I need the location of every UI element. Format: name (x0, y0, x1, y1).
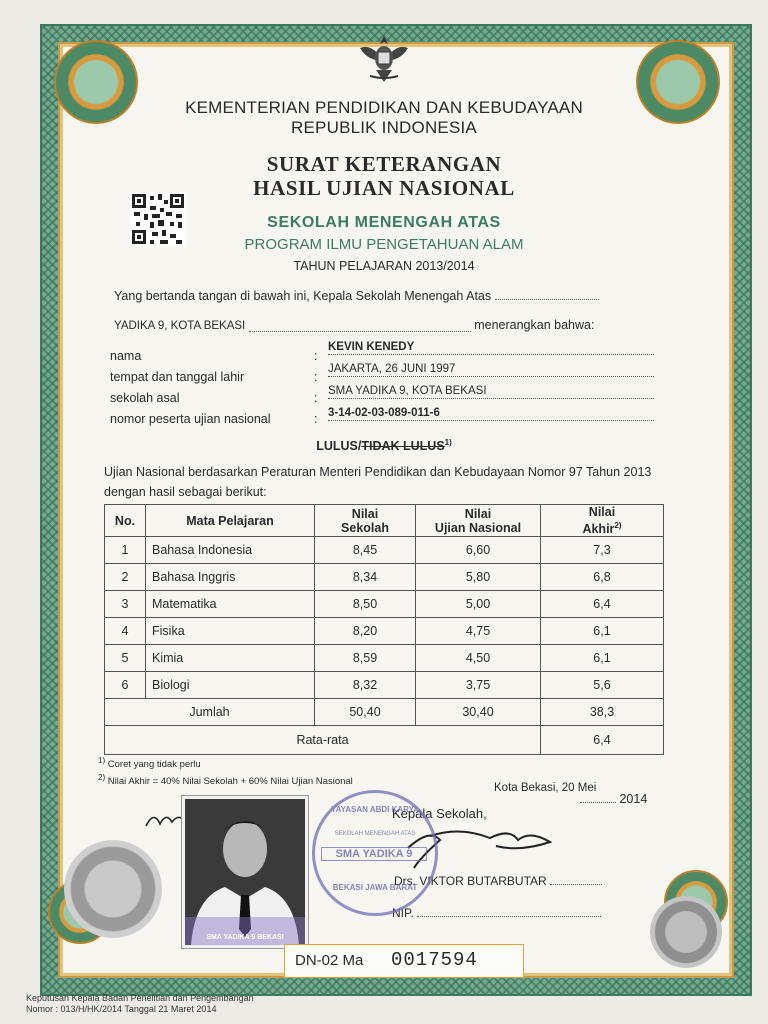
signature-role: Kepala Sekolah, (392, 806, 487, 821)
ministry-heading: KEMENTERIAN PENDIDIKAN DAN KEBUDAYAAN REPUBLIK INDONESIA (185, 98, 583, 137)
decree-note-line1: Keputusan Kepala Badan Penelitian dan Pengembangan (26, 993, 254, 1003)
col-no: No. (105, 505, 146, 537)
pass-status: LULUS/TIDAK LULUS$^{1)}$ (316, 438, 452, 454)
serial-prefix: DN-02 Ma (295, 952, 364, 969)
intro-school-line (114, 318, 654, 332)
table-header-row (105, 505, 664, 537)
signature-year: 2014 (580, 792, 647, 806)
school-level: SEKOLAH MENENGAH ATAS (267, 214, 501, 231)
serial-number: 0017594 (391, 949, 478, 971)
table-average-row: Rata-rata 6,4 (105, 726, 664, 755)
principal-name: Drs. VIKTOR BUTARBUTAR (394, 874, 602, 888)
academic-year: TAHUN PELAJARAN 2013/2014 (293, 259, 475, 273)
col-national-score: Nilai Ujian Nasional (416, 505, 541, 537)
student-portrait-icon (185, 799, 305, 945)
garuda-emblem-icon (356, 30, 412, 86)
regulation-paragraph: Ujian Nasional berdasarkan Peraturan Menteri Pendidikan dan Kebudayaan Nomor 97 Tahun 2013 dengan hasil sebagai berikut: (104, 465, 652, 499)
footnote-1: $^{1)}$ Coret yang tidak perlu (98, 756, 201, 771)
value-school-origin: SMA YADIKA 9, KOTA BEKASI (328, 385, 654, 399)
table-row: 5 Kimia 8,59 4,50 6,1 (105, 645, 664, 672)
colon: : (314, 349, 318, 363)
label-exam-number: nomor peserta ujian nasional (110, 412, 271, 426)
colon: : (314, 412, 318, 426)
document-title: SURAT KETERANGAN HASIL UJIAN NASIONAL (253, 152, 515, 200)
struck-not-pass: TIDAK LULUS (361, 439, 445, 454)
photo-caption: SMA YADIKA 9 BEKASI (206, 934, 284, 941)
colon: : (314, 391, 318, 405)
footnote-2: $^{2)}$ Nilai Akhir = 40% Nilai Sekolah + 60% Nilai Ujian Nasional (98, 773, 353, 788)
table-total-row: Jumlah 50,40 30,40 38,3 (105, 699, 664, 726)
table-row: 1 Bahasa Indonesia 8,45 6,60 7,3 (105, 537, 664, 564)
program-name: PROGRAM ILMU PENGETAHUAN ALAM (244, 236, 524, 253)
colon: : (314, 370, 318, 384)
intro-states: menerangkan bahwa: (474, 318, 595, 332)
value-exam-number: 3-14-02-03-089-011-6 (328, 407, 654, 421)
student-photo (182, 796, 308, 948)
label-school-origin: sekolah asal (110, 391, 180, 405)
hologram-seal-left (64, 840, 162, 938)
col-final-score: Nilai Akhir$^{2)}$ (541, 505, 664, 537)
hologram-seal-right (650, 896, 722, 968)
table-row: 4 Fisika 8,20 4,75 6,1 (105, 618, 664, 645)
place-date: Kota Bekasi, 20 Mei (494, 782, 597, 794)
col-school-score: Nilai Sekolah (315, 505, 416, 537)
intro-school: YADIKA 9, KOTA BEKASI (114, 320, 246, 332)
value-name: KEVIN KENEDY (328, 341, 654, 355)
nip-line: NIP. (392, 906, 601, 920)
serial-number-box (284, 944, 524, 978)
value-birth: JAKARTA, 26 JUNI 1997 (328, 363, 654, 377)
grades-table (104, 504, 664, 755)
school-stamp: YAYASAN ABDI KARYA SEKOLAH MENENGAH ATAS SMA YADIKA 9 BEKASI JAWA BARAT (312, 790, 438, 916)
table-row: 6 Biologi 8,32 3,75 5,6 (105, 672, 664, 699)
decree-note-line2: Nomor : 013/H/HK/2014 Tanggal 21 Maret 2014 (26, 1004, 217, 1014)
label-name: nama (110, 349, 142, 363)
intro-line: Yang bertanda tangan di bawah ini, Kepala Sekolah Menengah Atas (114, 289, 599, 303)
table-row: 2 Bahasa Inggris 8,34 5,80 6,8 (105, 564, 664, 591)
label-birth: tempat dan tanggal lahir (110, 370, 245, 384)
col-subject: Mata Pelajaran (146, 505, 315, 537)
table-row: 3 Matematika 8,50 5,00 6,4 (105, 591, 664, 618)
